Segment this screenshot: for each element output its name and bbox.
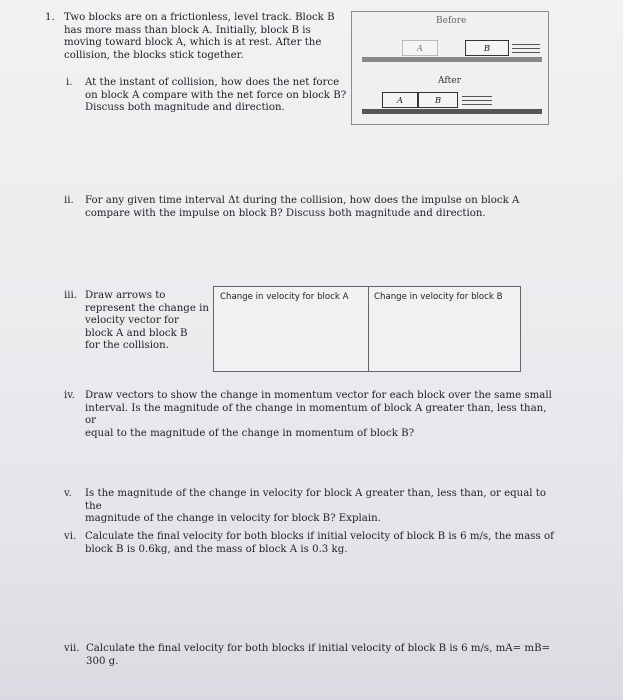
part-i-line: Discuss both magnitude and direction. xyxy=(85,102,285,114)
part-iv-line: Draw vectors to show the change in momentum vector for each block over the same small xyxy=(85,390,552,401)
part-v-line: Is the magnitude of the change in velocity for block A greater than, less than, or equal to the xyxy=(85,488,546,512)
part-v-line: magnitude of the change in velocity for block B? Explain. xyxy=(85,513,381,525)
part-iii-line: velocity vector for xyxy=(85,315,179,327)
part-iii-line: for the collision. xyxy=(85,340,169,352)
part-i-text xyxy=(85,77,355,115)
part-i-number: i. xyxy=(66,77,73,88)
part-v-text xyxy=(85,488,565,526)
part-vii-text xyxy=(86,643,566,668)
part-ii-text xyxy=(85,195,585,220)
block-a-after: A xyxy=(382,92,418,108)
part-i-line: At the instant of collision, how does the net force xyxy=(85,77,340,88)
part-iii-line: block A and block B xyxy=(85,327,188,339)
part-iii-number: iii. xyxy=(64,290,78,301)
velocity-change-box-a[interactable] xyxy=(213,286,369,372)
velocity-change-box-b[interactable] xyxy=(368,286,521,372)
block-b-before: B xyxy=(465,40,509,56)
part-ii-line: compare with the impulse on block B? Discuss both magnitude and direction. xyxy=(85,207,486,219)
part-vii-line: Calculate the final velocity for both blocks if initial velocity of block B is 6 m/s, mA= mB= xyxy=(86,643,551,654)
motion-lines-icon xyxy=(462,93,492,105)
part-ii-line: For any given time interval Δt during the collision, how does the impulse on block A xyxy=(85,195,520,206)
part-vi-line: block B is 0.6kg, and the mass of block A is 0.3 kg. xyxy=(85,543,348,555)
intro-line: moving toward block A, which is at rest. After the xyxy=(64,37,322,49)
track-after xyxy=(362,109,542,114)
part-vii-line: 300 g. xyxy=(86,655,119,667)
part-i-line: on block A compare with the net force on block B? xyxy=(85,89,347,101)
question-number: 1. xyxy=(45,12,55,23)
before-label: Before xyxy=(436,16,467,26)
part-iii-line: represent the change in xyxy=(85,302,209,314)
block-a-before: A xyxy=(402,40,438,56)
part-vi-text xyxy=(85,531,565,556)
part-iv-number: iv. xyxy=(64,390,76,401)
intro-line: Two blocks are on a frictionless, level track. Block B xyxy=(64,12,335,23)
part-iv-text xyxy=(85,390,555,440)
part-vii-number: vii. xyxy=(64,643,80,654)
collision-diagram xyxy=(351,11,549,125)
part-iv-line: interval. Is the magnitude of the change in momentum of block A greater than, less than, or xyxy=(85,402,547,427)
part-iii-line: Draw arrows to xyxy=(85,290,166,301)
part-ii-number: ii. xyxy=(64,195,74,206)
intro-line: has more mass than block A. Initially, block B is xyxy=(64,24,311,36)
motion-lines-icon xyxy=(512,41,540,53)
question-intro xyxy=(64,12,344,62)
part-iv-line: equal to the magnitude of the change in momentum of block B? xyxy=(85,427,415,439)
part-vi-number: vi. xyxy=(64,531,77,542)
block-b-after: B xyxy=(418,92,458,108)
box-b-header: Change in velocity for block B xyxy=(374,292,503,302)
after-label: After xyxy=(438,76,461,86)
part-vi-line: Calculate the final velocity for both blocks if initial velocity of block B is 6 m/s, the mass of xyxy=(85,531,554,542)
box-a-header: Change in velocity for block A xyxy=(220,292,349,302)
track-before xyxy=(362,57,542,62)
part-v-number: v. xyxy=(64,488,72,499)
intro-line: collision, the blocks stick together. xyxy=(64,49,244,61)
part-iii-text xyxy=(85,290,215,353)
